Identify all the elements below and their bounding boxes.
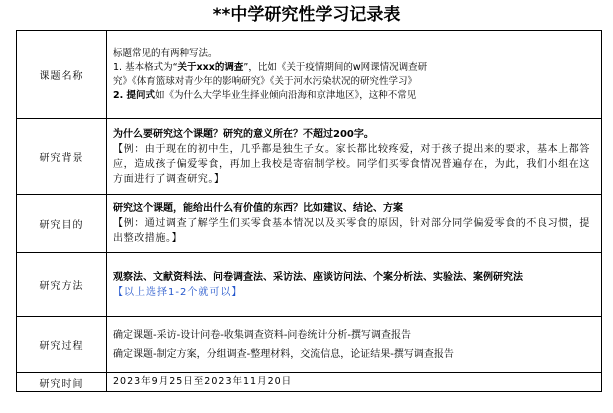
method-list: 观察法、文献资料法、问卷调查法、采访法、座谈访问法、个案分析法、实验法、案例研究法 — [113, 271, 523, 283]
label-process: 研究过程 — [17, 317, 107, 373]
topic-item1 — [113, 61, 596, 75]
content-process — [107, 317, 602, 373]
topic-item2 — [113, 89, 596, 103]
topic-item1-mid: ”，比如《关于疫情期间的w网课情况调查研 — [243, 61, 428, 73]
method-note: 【以上选择1-2个就可以】 — [113, 286, 243, 298]
time-value: 2023年9月25日至2023年11月20日 — [107, 373, 602, 392]
row-time — [17, 373, 602, 392]
purpose-question: 研究这个课题，能给出什么有价值的东西？比如建议、结论、方案 — [113, 203, 403, 214]
label-background: 研究背景 — [17, 119, 107, 195]
row-purpose — [17, 195, 602, 253]
row-topic — [17, 31, 602, 119]
row-method — [17, 253, 602, 317]
process-line2: 确定课题-制定方案，分组调查-整理材料，交流信息，论证结果-撰写调查报告 — [113, 348, 454, 360]
topic-intro: 标题常见的有两种写法。 — [113, 47, 218, 59]
content-topic — [107, 31, 602, 119]
label-topic: 课题名称 — [17, 31, 107, 119]
background-example: 【例：由于现在的初中生，几乎都是独生子女。家长都比较疼爱，对于孩子提出来的要求，基本上都答应，造成孩子偏爱零食，再加上我校是寄宿制学校。同学们买零食情况普遍存在，为此，我们小组在这方面进行了调查研究。】 — [113, 143, 590, 185]
row-background — [17, 119, 602, 195]
label-time: 研究时间 — [17, 373, 107, 392]
topic-item2-rest: 如《为什么大学毕业生择业倾向沿海和京津地区》，这种不常见 — [155, 89, 417, 101]
label-purpose: 研究目的 — [17, 195, 107, 253]
topic-item1-line2: 究》《体育篮球对青少年的影响研究》《关于河水污染状况的研究性学习》 — [113, 75, 418, 87]
topic-item1-prefix: 1. 基本格式为“ — [113, 61, 178, 73]
content-purpose — [107, 195, 602, 253]
purpose-example: 【例：通过调查了解学生们买零食基本情况以及买零食的原因，针对部分同学偏爱零食的不良习惯，提出整改措施。】 — [113, 218, 590, 244]
topic-item2-bold: 2. 提问式 — [113, 89, 156, 101]
row-process — [17, 317, 602, 373]
label-method: 研究方法 — [17, 253, 107, 317]
topic-item1-bold: 关于xxx的调查 — [177, 61, 244, 73]
content-method — [107, 253, 602, 317]
process-line1: 确定课题-采访-设计问卷-收集调查资料-问卷统计分析-撰写调查报告 — [113, 329, 412, 341]
record-table — [16, 30, 602, 392]
page-title: **中学研究性学习记录表 — [212, 5, 401, 25]
background-question: 为什么要研究这个课题？研究的意义所在？不超过200字。 — [113, 128, 374, 140]
content-background — [107, 119, 602, 195]
